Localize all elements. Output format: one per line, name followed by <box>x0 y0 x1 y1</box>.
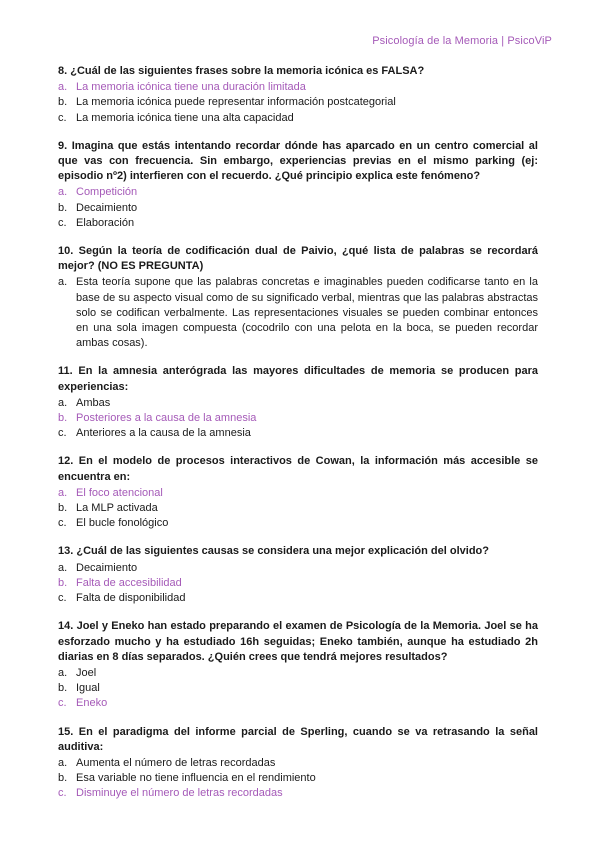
answer-option <box>58 501 538 516</box>
answer-option <box>58 216 538 231</box>
option-text: Decaimiento <box>76 561 138 574</box>
answer-option <box>58 396 538 411</box>
question-text: 14. Joel y Eneko han estado preparando el examen de Psicología de la Memoria. Joel se ha esforzado mucho y ha estudiado 16h seguidas; Eneko también, aunque ha estudiado 2h diarias en 8 días separados. ¿Quién crees que tendrá mejores resultados? <box>58 620 538 663</box>
question-block <box>58 544 538 606</box>
option-text: Joel <box>76 666 97 679</box>
option-letter: a. <box>58 186 68 199</box>
option-letter: c. <box>58 427 67 440</box>
option-text: La memoria icónica tiene una alta capacidad <box>76 111 294 124</box>
option-letter: a. <box>58 756 68 769</box>
question-text: 11. En la amnesia anterógrada las mayores dificultades de memoria se producen para experiencias: <box>58 365 538 393</box>
option-letter: a. <box>58 276 68 289</box>
option-letter: b. <box>58 96 68 109</box>
question-block <box>58 64 538 126</box>
page-header: Psicología de la Memoria | PsicoViP <box>372 35 552 47</box>
option-text: Esta teoría supone que las palabras concretas e imaginables pueden codificarse tanto en la base de su aspecto visual como de su significado verbal, mientras que las palabras abstractas solo se codifican verbalmente. Las representaciones visuales se pueden combinar entonces en una sola imagen compuesta (cocodrilo con una pelota en la boca, se pueden recordar ambas cosas). <box>76 276 538 350</box>
option-letter: c. <box>58 697 67 710</box>
option-letter: b. <box>58 682 68 695</box>
option-letter: c. <box>58 111 67 124</box>
question-block <box>58 725 538 802</box>
option-letter: b. <box>58 201 68 214</box>
option-letter: b. <box>58 576 68 589</box>
answer-option <box>58 516 538 531</box>
answer-option-correct <box>58 185 538 200</box>
option-text: Posteriores a la causa de la amnesia <box>76 412 257 425</box>
option-text: Eneko <box>76 697 108 710</box>
option-letter: a. <box>58 81 68 94</box>
option-text: El bucle fonológico <box>76 517 169 530</box>
option-letter: c. <box>58 216 67 229</box>
answer-option <box>58 771 538 786</box>
answer-option-correct <box>58 696 538 711</box>
option-text: Anteriores a la causa de la amnesia <box>76 427 251 440</box>
question-block <box>58 619 538 711</box>
option-text: La memoria icónica puede representar información postcategorial <box>76 96 396 109</box>
option-letter: c. <box>58 592 67 605</box>
answer-option <box>58 95 538 110</box>
option-letter: a. <box>58 486 68 499</box>
option-text: Decaimiento <box>76 201 138 214</box>
answer-option <box>58 561 538 576</box>
answer-option <box>58 666 538 681</box>
question-text: 10. Según la teoría de codificación dual de Paivio, ¿qué lista de palabras se recordará mejor? (NO ES PREGUNTA) <box>58 245 538 273</box>
answer-option <box>58 201 538 216</box>
option-text: Aumenta el número de letras recordadas <box>76 756 276 769</box>
option-text: Disminuye el número de letras recordadas <box>76 787 283 800</box>
answer-option-correct <box>58 576 538 591</box>
question-list <box>58 64 538 815</box>
option-letter: a. <box>58 396 68 409</box>
question-text: 15. En el paradigma del informe parcial de Sperling, cuando se va retrasando la señal auditiva: <box>58 725 538 753</box>
answer-option-correct <box>58 786 538 801</box>
question-block <box>58 454 538 531</box>
option-letter: c. <box>58 517 67 530</box>
question-block <box>58 139 538 231</box>
answer-option <box>58 591 538 606</box>
question-text: 9. Imagina que estás intentando recordar dónde has aparcado en un centro comercial al que vas con frecuencia. Sin embargo, experiencias previas en el mismo parking (ej: episodio nº2) interfieren con el recuerdo. ¿Qué principio explica este fenómeno? <box>58 139 538 183</box>
option-text: Igual <box>76 682 100 695</box>
option-text: La MLP activada <box>76 502 158 515</box>
option-text: El foco atencional <box>76 486 163 499</box>
answer-option <box>58 681 538 696</box>
answer-option-correct <box>58 486 538 501</box>
option-text: Esa variable no tiene influencia en el rendimiento <box>76 772 316 785</box>
answer-option-correct <box>58 80 538 95</box>
answer-option-correct <box>58 411 538 426</box>
question-block <box>58 244 538 351</box>
option-letter: b. <box>58 412 68 425</box>
option-text: Falta de disponibilidad <box>76 592 186 605</box>
question-text: 8. ¿Cuál de las siguientes frases sobre la memoria icónica es FALSA? <box>58 65 425 77</box>
question-text: 12. En el modelo de procesos interactivos de Cowan, la información más accesible se encuentra en: <box>58 455 538 483</box>
option-text: Falta de accesibilidad <box>76 576 182 589</box>
answer-option <box>58 756 538 771</box>
option-text: Elaboración <box>76 216 135 229</box>
question-text: 13. ¿Cuál de las siguientes causas se considera una mejor explicación del olvido? <box>58 545 489 558</box>
option-text: La memoria icónica tiene una duración limitada <box>76 81 306 94</box>
answer-option <box>58 111 538 126</box>
option-letter: a. <box>58 666 68 679</box>
option-letter: b. <box>58 772 68 785</box>
question-block <box>58 364 538 441</box>
option-letter: a. <box>58 561 68 574</box>
option-text: Competición <box>76 186 138 199</box>
option-letter: b. <box>58 502 68 515</box>
option-letter: c. <box>58 787 67 800</box>
answer-option <box>58 426 538 441</box>
option-text: Ambas <box>76 396 111 409</box>
answer-option <box>58 275 538 351</box>
